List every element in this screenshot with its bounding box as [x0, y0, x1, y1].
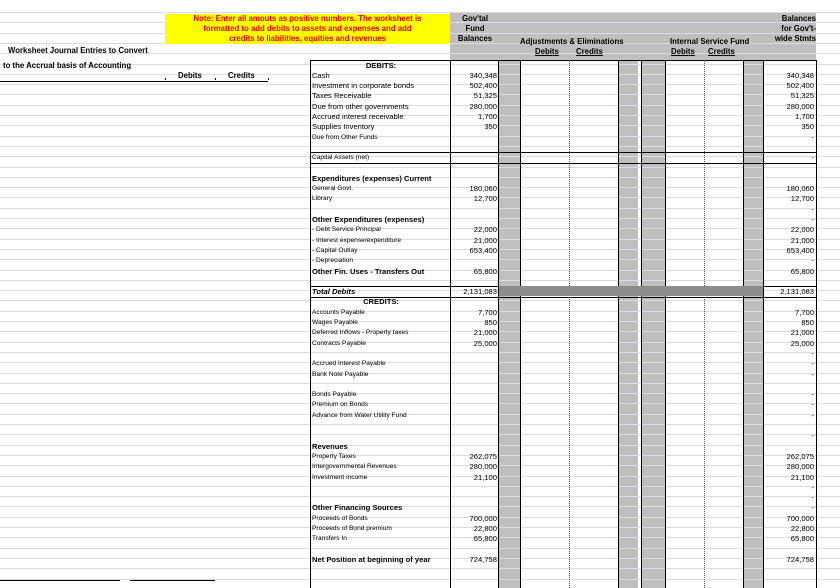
govtal-header-2: Fund: [465, 24, 485, 33]
row-label: Investment income: [312, 473, 368, 481]
row-label: - Interest expense/expenditure: [312, 236, 402, 244]
govtal-fund-balance: 850: [484, 318, 497, 327]
govtal-fund-balance: 340,348: [469, 70, 497, 80]
column-border: [763, 60, 764, 588]
column-border: [310, 60, 311, 588]
row-label: Intergovernmental Revenues: [312, 463, 397, 471]
balances-header-2: for Gov't-: [781, 24, 816, 33]
grid-row-line: [0, 12, 840, 13]
govtal-fund-balance: 22,000: [473, 225, 497, 235]
govt-wide-balance: -: [811, 204, 814, 214]
row-label: Due from Other Funds: [312, 133, 378, 141]
column-border: [665, 60, 666, 588]
column-border: [520, 60, 521, 588]
row-label: Bonds Payable: [312, 391, 357, 399]
govtal-fund-balance: 65,800: [473, 534, 497, 544]
row-label: Capital Assets (net): [312, 154, 370, 162]
column-border: [763, 286, 764, 296]
adjustments-header: Adjustments & Eliminations: [520, 37, 624, 46]
govt-wide-balance: -: [811, 132, 814, 142]
govt-wide-balance: 180,060: [786, 184, 814, 194]
row-label: Deferred Inflows - Property taxes: [312, 329, 409, 337]
govt-wide-balance: 724,758: [786, 554, 814, 564]
row-label: Other Fin. Uses - Transfers Out: [312, 266, 425, 276]
grid-row-line: [0, 568, 840, 569]
row-label: Contracts Payable: [312, 339, 366, 347]
govt-wide-balance: 21,100: [790, 472, 814, 482]
adj-debits-header: Debits: [535, 47, 559, 56]
govt-wide-balance: -: [811, 400, 814, 410]
left-credits-header: Credits: [228, 71, 255, 80]
left-bottom-line-2: [130, 580, 215, 581]
govt-wide-balance: -: [811, 348, 814, 358]
govtal-fund-balance: 502,400: [469, 81, 497, 91]
govt-wide-balance: 262,075: [786, 451, 814, 461]
row-label: [312, 349, 450, 359]
left-header-underline: [0, 81, 268, 82]
govtal-fund-balance: 280,000: [469, 462, 497, 472]
govt-wide-balance: -: [811, 153, 814, 163]
govtal-fund-balance: 262,075: [469, 451, 497, 461]
left-column-tick: [215, 78, 216, 80]
row-label: Library: [312, 195, 333, 203]
balances-header-1: Balances: [781, 14, 816, 23]
row-label: [312, 545, 450, 555]
govt-wide-balance: 2,131,083: [780, 287, 814, 297]
govt-wide-balance: 25,000: [790, 338, 814, 348]
row-label: Advance from Water Utility Fund: [312, 411, 407, 419]
left-column-tick: [268, 78, 269, 80]
govt-wide-balance: -: [811, 493, 814, 503]
govt-wide-balance: 65,800: [790, 266, 814, 276]
govt-wide-balance: 21,000: [790, 235, 814, 245]
govt-wide-balance: 280,000: [786, 462, 814, 472]
row-label: [312, 164, 450, 174]
row-label: Bank Note Payable: [312, 370, 369, 378]
note-line-3: credits to liabilities, equities and revenues: [229, 34, 386, 43]
grid-row-line: [0, 579, 840, 580]
govt-wide-balance: 21,000: [790, 328, 814, 338]
row-label: - Depreciation: [312, 257, 354, 265]
worksheet-title-line-2: to the Accrual basis of Accounting: [3, 61, 132, 70]
column-border: [743, 60, 744, 588]
govt-wide-balance: -: [811, 369, 814, 379]
govtal-fund-balance: 51,325: [473, 91, 497, 101]
govtal-fund-balance: 280,000: [469, 101, 497, 111]
row-label: Accounts Payable: [312, 308, 365, 316]
column-border: [498, 286, 499, 296]
row-label: General Govt.: [312, 185, 354, 193]
govtal-fund-balance: 25,000: [473, 338, 497, 348]
govt-wide-balance: -: [811, 503, 814, 513]
row-label: CREDITS:: [363, 297, 399, 307]
column-border: [498, 60, 499, 588]
isf-header: Internal Service Fund: [670, 37, 750, 46]
row-label: Premium on Bonds: [312, 401, 369, 409]
govtal-fund-balance: 21,000: [473, 235, 497, 245]
row-label: Proceeds of Bonds: [312, 514, 368, 522]
govt-wide-balance: 502,400: [786, 81, 814, 91]
row-label: Proceeds of Bond premium: [312, 525, 392, 532]
total-debits-shade: [498, 286, 763, 296]
row-label: DEBITS:: [365, 60, 397, 70]
govt-wide-balance: 22,000: [790, 225, 814, 235]
left-column-tick: [165, 78, 166, 80]
gray-column-1: [498, 60, 520, 588]
balances-header-3: wide Stmts: [774, 34, 816, 43]
govtal-fund-balance: 21,100: [473, 472, 497, 482]
column-border: [641, 60, 642, 588]
row-label: Other Financing Sources: [312, 503, 403, 513]
row-label: Taxes Receivable: [312, 91, 372, 101]
govt-wide-balance: -: [811, 390, 814, 400]
row-label: - Debt Service Principal: [312, 226, 381, 234]
govt-wide-balance: 12,700: [790, 194, 814, 204]
column-border: [816, 60, 817, 588]
govt-wide-balance: 653,400: [786, 245, 814, 255]
govt-wide-balance: 1,700: [794, 112, 814, 121]
gray-column-4: [743, 60, 763, 588]
left-bottom-line: [0, 580, 120, 581]
govt-wide-balance: 280,000: [786, 101, 814, 111]
adj-credits-header: Credits: [576, 47, 603, 56]
row-label: Investment in corporate bonds: [312, 81, 415, 91]
row-label: [312, 431, 450, 441]
govtal-fund-balance: 653,400: [469, 245, 497, 255]
govt-wide-balance: -: [811, 215, 814, 224]
worksheet-title-line-1: Worksheet Journal Entries to Convert: [8, 46, 148, 55]
row-label: Supplies Inventory: [312, 122, 375, 132]
govtal-fund-balance: 2,131,083: [463, 287, 497, 297]
govt-wide-balance: 65,800: [790, 534, 814, 544]
row-label: Transfers In: [312, 535, 347, 543]
govtal-fund-balance: 350: [484, 122, 497, 132]
isf-dotted-divider: [704, 60, 705, 588]
row-label: Accrued Interest Payable: [312, 360, 386, 368]
govt-wide-balance: 700,000: [786, 513, 814, 523]
govt-wide-balance: 340,348: [786, 70, 814, 80]
govt-wide-balance: 22,800: [790, 524, 814, 533]
govt-wide-balance: -: [811, 482, 814, 492]
row-label: Revenues: [312, 441, 348, 451]
row-label: Due from other governments: [312, 101, 409, 111]
govt-wide-balance: 850: [801, 318, 814, 327]
govt-wide-balance: 51,325: [790, 91, 814, 101]
note-line-1: Note: Enter all amouts as positive numbers. The worksheet is: [193, 14, 422, 23]
govt-wide-balance: -: [811, 359, 814, 369]
isf-debits-header: Debits: [671, 47, 695, 56]
row-label: Net Position at beginning of year: [312, 554, 431, 564]
row-label: [312, 205, 450, 215]
govtal-fund-balance: 724,758: [469, 554, 497, 564]
govtal-fund-balance: 700,000: [469, 513, 497, 523]
govtal-header-3: Balances: [457, 34, 493, 43]
row-label: - Capital Outlay: [312, 246, 358, 254]
row-label: Wages Payable: [312, 319, 358, 326]
instruction-note: [165, 14, 450, 44]
govt-wide-balance: -: [811, 410, 814, 420]
row-label: [312, 380, 450, 390]
row-label: [312, 493, 450, 503]
gray-column-2: [618, 60, 638, 588]
section-border: [310, 152, 816, 153]
row-label: [312, 483, 450, 493]
govtal-fund-balance: 1,700: [477, 112, 497, 121]
govtal-fund-balance: 22,800: [473, 524, 497, 533]
row-label: Total Debits: [312, 287, 356, 297]
govtal-fund-balance: 7,700: [477, 307, 497, 317]
row-label: Expenditures (expenses) Current: [312, 173, 432, 183]
gray-column-3: [641, 60, 665, 588]
govtal-fund-balance: 180,060: [469, 184, 497, 194]
left-debits-header: Debits: [178, 71, 202, 80]
row-label: [312, 421, 450, 431]
isf-credits-header: Credits: [708, 47, 735, 56]
govt-wide-balance: 7,700: [794, 307, 814, 317]
govtal-fund-balance: 21,000: [473, 328, 497, 338]
row-label: Cash: [312, 70, 330, 80]
row-label: Property Taxes: [312, 452, 356, 460]
govt-wide-balance: -: [811, 256, 814, 266]
row-label: Other Expenditures (expenses): [312, 215, 425, 224]
govtal-fund-balance: 12,700: [473, 194, 497, 204]
row-label: Accrued interest receivable: [312, 112, 404, 121]
govtal-fund-balance: 65,800: [473, 266, 497, 276]
column-border: [618, 60, 619, 588]
note-line-2: formatted to add debits to assets and expenses and add: [203, 24, 412, 33]
govt-wide-balance: -: [811, 431, 814, 441]
govt-wide-balance: 350: [801, 122, 814, 132]
govtal-header-1: Gov'tal: [461, 14, 489, 23]
adj-dotted-divider: [569, 60, 570, 588]
